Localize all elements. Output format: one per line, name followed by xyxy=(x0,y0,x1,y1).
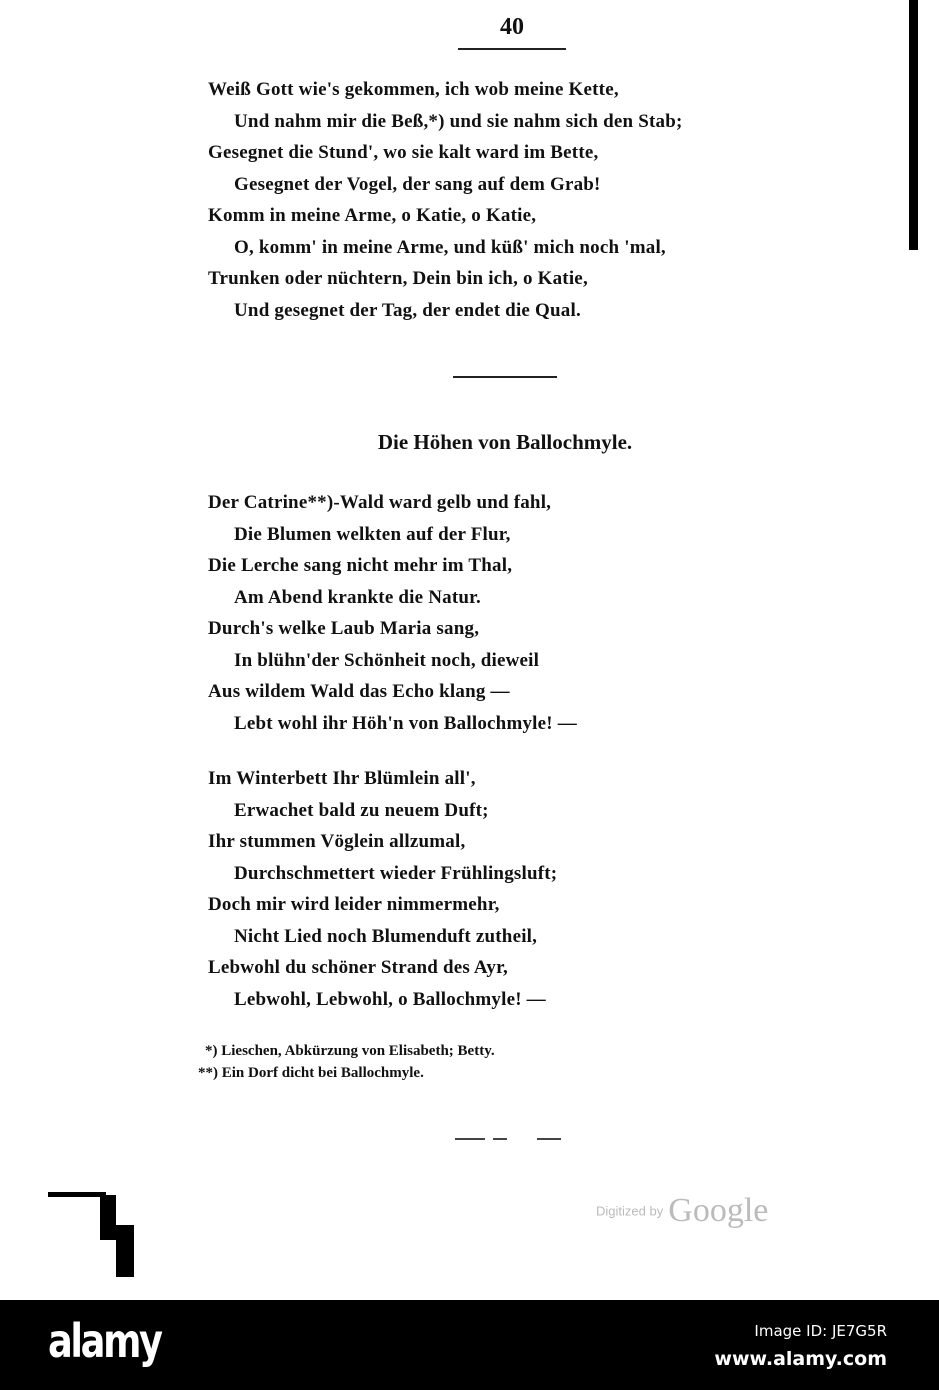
poem-title: Die Höhen von Ballochmyle. xyxy=(377,430,633,454)
page-number: 40 xyxy=(500,14,524,40)
verse-line: Der Catrine**)-Wald ward gelb und fahl, xyxy=(208,492,552,513)
verse-line: Durch's welke Laub Maria sang, xyxy=(208,618,480,639)
alamy-logo: alamy xyxy=(48,1314,161,1368)
stanza-2 xyxy=(208,763,828,1015)
footnote: *) Lieschen, Abkürzung von Elisabeth; Betty. xyxy=(205,1043,495,1059)
verse-line: Die Lerche sang nicht mehr im Thal, xyxy=(208,555,513,576)
verse-line: Im Winterbett Ihr Blümlein all', xyxy=(208,768,476,789)
verse-line: Die Blumen welkten auf der Flur, xyxy=(234,523,511,545)
verse-line: Gesegnet der Vogel, der sang auf dem Grab! xyxy=(234,173,601,195)
scan-mark xyxy=(48,1192,106,1197)
scan-mark xyxy=(116,1225,134,1277)
verse-line: Gesegnet die Stund', wo sie kalt ward im Bette, xyxy=(208,142,599,163)
footnotes xyxy=(198,1040,495,1084)
end-rule xyxy=(493,1138,507,1140)
verse-line: Und nahm mir die Beß,*) und sie nahm sich den Stab; xyxy=(234,110,683,132)
stanza-top xyxy=(208,74,828,326)
page-number-rule xyxy=(458,48,566,50)
verse-line: Ihr stummen Vöglein allzumal, xyxy=(208,831,466,852)
verse-line: Am Abend krankte die Natur. xyxy=(234,586,481,608)
verse-line: Weiß Gott wie's gekommen, ich wob meine Kette, xyxy=(208,79,619,100)
verse-line: Nicht Lied noch Blumenduft zutheil, xyxy=(234,925,538,947)
verse-line: Trunken oder nüchtern, Dein bin ich, o Katie, xyxy=(208,268,588,289)
end-rule xyxy=(537,1138,561,1140)
verse-line: Lebt wohl ihr Höh'n von Ballochmyle! — xyxy=(234,712,577,734)
stanza-1 xyxy=(208,487,828,739)
verse-line: O, komm' in meine Arme, und küß' mich noch 'mal, xyxy=(234,236,666,258)
verse-line: Aus wildem Wald das Echo klang — xyxy=(208,681,510,702)
verse-line: Und gesegnet der Tag, der endet die Qual. xyxy=(234,299,581,321)
scan-edge-right xyxy=(909,0,918,250)
footnote: **) Ein Dorf dicht bei Ballochmyle. xyxy=(198,1065,424,1081)
verse-line: Lebwohl, Lebwohl, o Ballochmyle! — xyxy=(234,988,546,1010)
image-id: Image ID: JE7G5R xyxy=(754,1322,887,1340)
scan-mark xyxy=(100,1195,116,1240)
verse-line: Doch mir wird leider nimmermehr, xyxy=(208,894,500,915)
verse-line: Durchschmettert wieder Frühlingsluft; xyxy=(234,862,558,884)
verse-line: Komm in meine Arme, o Katie, o Katie, xyxy=(208,205,537,226)
google-watermark: Digitized by Google xyxy=(596,1192,769,1229)
verse-line: In blühn'der Schönheit noch, dieweil xyxy=(234,649,540,671)
verse-line: Erwachet bald zu neuem Duft; xyxy=(234,799,489,821)
section-separator xyxy=(453,376,557,378)
end-rule xyxy=(455,1138,485,1140)
verse-line: Lebwohl du schöner Strand des Ayr, xyxy=(208,957,508,978)
stock-banner xyxy=(0,1300,939,1390)
stock-url: www.alamy.com xyxy=(714,1348,887,1370)
